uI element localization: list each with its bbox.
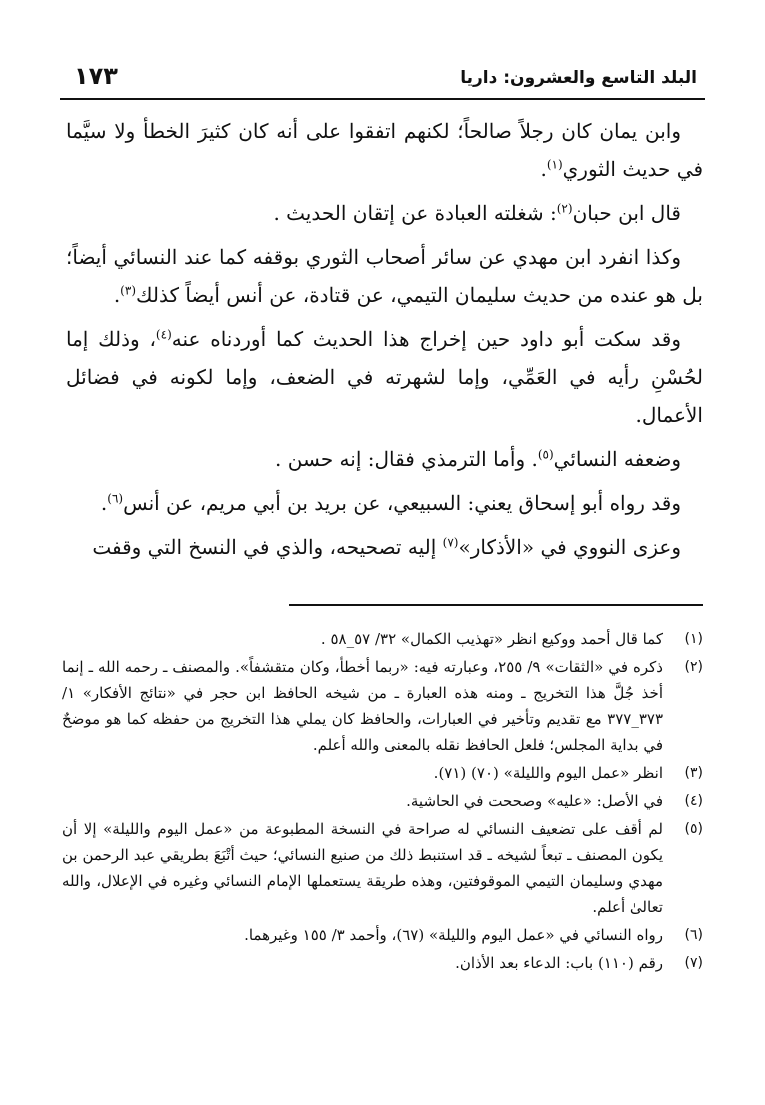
footnote-item — [62, 760, 703, 786]
paragraph-7 — [66, 528, 703, 566]
footnote-text: رقم (١١٠) باب: الدعاء بعد الأذان. — [455, 954, 663, 972]
footnotes — [62, 626, 703, 978]
paragraph-1-text: وابن يمان كان رجلاً صالحاً؛ لكنهم اتفقوا على أنه كان كثيرَ الخطأ ولا سيَّما في حديث الثوري — [66, 119, 703, 181]
footnote-text: كما قال أحمد ووكيع انظر «تهذيب الكمال» ٣٢/ ٥٧_٥٨ . — [320, 630, 663, 648]
paragraph-5-end: . وأما الترمذي فقال: إنه حسن . — [275, 447, 538, 471]
chapter-title: البلد التاسع والعشرون: داريا — [460, 68, 697, 88]
footnote-item — [62, 788, 703, 814]
footnote-text: في الأصل: «عليه» وصححت في الحاشية. — [406, 792, 663, 810]
footnote-ref-4[interactable]: (٤) — [155, 327, 172, 342]
footnote-divider — [289, 604, 703, 606]
paragraph-4-end: ، وذلك إما لحُسْنِ رأيه في العَمِّي، وإما لشهرته في الضعف، وإما لكونه في فضائل الأعمال. — [66, 327, 703, 427]
footnote-text: رواه النسائي في «عمل اليوم والليلة» (٦٧)، وأحمد ٣/ ١٥٥ وغيرهما. — [244, 926, 663, 944]
paragraph-6 — [66, 484, 703, 522]
paragraph-6-end: . — [100, 491, 108, 515]
footnote-item — [62, 950, 703, 976]
footnote-number: (٦) — [684, 927, 703, 943]
footnote-item — [62, 816, 703, 920]
main-text — [66, 112, 703, 572]
paragraph-2 — [66, 194, 703, 232]
paragraph-4 — [66, 320, 703, 434]
paragraph-1-end: . — [540, 157, 547, 181]
paragraph-4-text: وقد سكت أبو داود حين إخراج هذا الحديث كما أوردناه عنه — [171, 327, 681, 351]
footnote-text: انظر «عمل اليوم والليلة» (٧٠) (٧١). — [433, 764, 663, 782]
running-header — [60, 58, 705, 100]
paragraph-3-text: وكذا انفرد ابن مهدي عن سائر أصحاب الثوري بوقفه كما عند النسائي أيضاً؛ بل هو عنده من حديث سليمان التيمي، عن قتادة، عن أنس أيضاً كذلك — [66, 245, 703, 307]
paragraph-3-end: . — [113, 283, 121, 307]
paragraph-7-text: وعزى النووي في «الأذكار» — [458, 535, 681, 559]
footnote-ref-7[interactable]: (٧) — [442, 535, 459, 550]
footnote-ref-2[interactable]: (٢) — [556, 201, 573, 216]
footnote-item — [62, 654, 703, 758]
footnote-number: (٧) — [684, 955, 703, 971]
footnote-ref-3[interactable]: (٣) — [120, 283, 136, 298]
footnote-text: ذكره في «الثقات» ٩/ ٢٥٥، وعبارته فيه: «ربما أخطأ، وكان متقشفاً». والمصنف ـ رحمه الله ـ إنما أخذ جُلَّ هذا التخريج ـ ومنه هذه العبارة ـ من شيخه الحافظ ابن حجر في «نتائج الأفكار» ١/ ٣٧٣_٣٧٧ مع تقديم وتأخير في العبارات، والحافظ كان يملي هذا التخريج من حفظه كما هو موضحٌ في بداية المجلس؛ فلعل الحافظ نقله بالمعنى والله أعلم. — [62, 658, 664, 754]
footnote-ref-1[interactable]: (١) — [546, 157, 563, 172]
paragraph-5-text: وضعفه النسائي — [553, 447, 681, 471]
footnote-number: (٥) — [684, 821, 703, 837]
footnote-item — [62, 626, 703, 652]
page-number: ١٧٣ — [74, 62, 118, 90]
paragraph-6-text: وقد رواه أبو إسحاق يعني: السبيعي، عن بريد بن أبي مريم، عن أنس — [123, 491, 681, 515]
paragraph-7-end: إليه تصحيحه، والذي في النسخ التي وقفت — [92, 535, 437, 559]
footnote-ref-6[interactable]: (٦) — [107, 491, 124, 506]
paragraph-5 — [66, 440, 703, 478]
footnote-number: (١) — [684, 631, 703, 647]
paragraph-3 — [66, 238, 703, 314]
paragraph-2-text: قال ابن حبان — [572, 201, 681, 225]
footnote-number: (٣) — [684, 765, 703, 781]
footnote-text: لم أقف على تضعيف النسائي له صراحة في النسخة المطبوعة من «عمل اليوم والليلة» إلا أن يكون المصنف ـ تبعاً لشيخه ـ قد استنبط ذلك من صنيع النسائي؛ حيث أتْبَعَ بطريقي عبد الرحمن بن مهدي وسليمان التيمي الموقوفتين، وهذه طريقة يستعملها الإمام النسائي وغيره في الإعلال، والله تعالىٰ أعلم. — [62, 820, 663, 916]
footnote-number: (٤) — [684, 793, 703, 809]
paragraph-2-end: : شغلته العبادة عن إتقان الحديث . — [273, 201, 557, 225]
paragraph-1 — [66, 112, 703, 188]
footnote-ref-5[interactable]: (٥) — [537, 447, 554, 462]
footnote-item — [62, 922, 703, 948]
footnote-number: (٢) — [684, 659, 703, 675]
